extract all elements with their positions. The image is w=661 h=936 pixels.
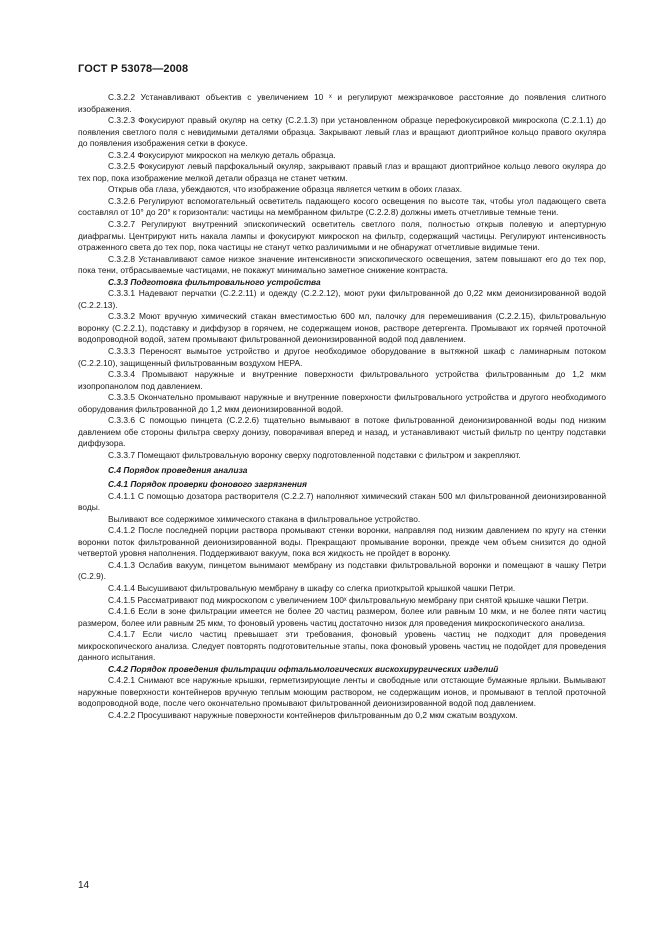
paragraph: С.3.2.2 Устанавливают объектив с увеличением 10 ˣ и регулируют межзрачковое расстояние до появления слитного изображения. [78, 92, 606, 114]
paragraph: С.3.3.4 Промывают наружные и внутренние поверхности фильтровального устройства фильтрованным до 1,2 мкм изопропанолом под давлением. [78, 369, 606, 391]
section-heading: С.4 Порядок проведения анализа [108, 464, 248, 475]
paragraph: С.4.1.4 Высушивают фильтровальную мембрану в шкафу со слегка приоткрытой крышкой чашки Петри. [108, 582, 516, 593]
paragraph: С.4.1.1 С помощью дозатора растворителя (С.2.2.7) наполняют химический стакан 500 мл фильтрованной деионизированной воды. [78, 490, 606, 513]
paragraph: С.4.1.5 Рассматривают под микроскопом с увеличением 100ˣ фильтровальную мембрану при снятой крышке чашки Петри. [108, 594, 589, 605]
page-number: 14 [78, 880, 90, 891]
paragraph: С.3.2.5 Фокусируют левый парфокальный окуляр, закрывают правый глаз и вращают диоптрийное кольцо левого окуляра до тех пор, пока изображение мелкой детали образца не станет четким. [78, 161, 606, 183]
paragraph: С.3.3.3 Переносят вымытое устройство и другое необходимое оборудование в вытяжной шкаф с ламинарным потоком (С.2.2.10), защищенный фильтрованным воздухом НЕРА. [78, 346, 606, 368]
paragraph: С.4.1.2 После последней порции раствора промывают стенки воронки, направляя под низким давлением по кругу на стенки воронки поток фильтрованной деионизированной воды. Прекращают промывание воронки, прежде чем объем снизится до одной четвертой уровня наполнения. Поддерживают вакуум, пока вся жидкость не пройдет в воронку. [78, 525, 606, 559]
section-heading: С.3.3 Подготовка фильтровального устройства [108, 276, 321, 287]
paragraph: С.3.2.7 Регулируют внутренний эпископический осветитель светлого поля, полностью открыв полевую и апертурную диафрагмы. Центрируют нить накала лампы и фокусируют микроскоп на фильтр, содержащий частицы. Регулируют интенсивность отраженного света до тех пор, пока частицы не станут четко различимыми и не обнаружат отчетливые видимые тени. [78, 219, 606, 253]
paragraph: С.3.3.7 Помещают фильтровальную воронку сверху подготовленной подставки с фильтром и закрепляют. [108, 449, 521, 460]
page-header: ГОСТ Р 53078—2008 [78, 63, 189, 75]
paragraph: С.3.3.1 Надевают перчатки (С.2.2.11) и одежду (С.2.2.12), моют руки фильтрованной до 0,22 мкм деионизированной водой (С.2.2.13). [78, 288, 606, 310]
paragraph: Выливают все содержимое химического стакана в фильтровальное устройство. [108, 513, 421, 524]
paragraph: С.4.1.3 Ослабив вакуум, пинцетом вынимают мембрану из подставки фильтровальной воронки и помещают в чашку Петри (С.2.9). [78, 559, 606, 582]
paragraph: С.4.2.2 Просушивают наружные поверхности контейнеров фильтрованным до 0,2 мкм сжатым воздухом. [108, 709, 518, 720]
paragraph: С.3.3.2 Моют вручную химический стакан вместимостью 600 мл, палочку для перемешивания (С.2.2.15), фильтровальную воронку (С.2.2.1), подставку и диффузор в горячем, не содержащем ионов, растворе детергента. Промывают их горячей проточной водопроводной водой, затем промывают фильтрованной деионизированной водой под давлением. [78, 311, 606, 345]
section-heading: С.4.2 Порядок проведения фильтрации офтальмологических вискохирургических изделий [108, 663, 499, 674]
paragraph: С.4.1.7 Если число частиц превышает эти требования, фоновый уровень частиц не подходит для проведения микроскопического анализа. Следует повторять подготовительные этапы, пока фоновый уровень частиц не подойдет для проведения данного испытания. [78, 629, 606, 663]
paragraph: С.3.2.4 Фокусируют микроскоп на мелкую деталь образца. [108, 149, 336, 160]
section-heading: С.4.1 Порядок проверки фонового загрязнения [108, 479, 307, 490]
paragraph: С.4.2.1 Снимают все наружные крышки, герметизирующие ленты и свободные или отстающие бумажные ярлыки. Вымывают наружные поверхности контейнеров вручную теплым моющим раствором, не содержащим ионов, и промывают в теплой проточной водопроводной воде, после чего окончательно промывают фильтрованной деионизированной водой под давлением. [78, 675, 606, 709]
document-body [78, 92, 606, 722]
paragraph: С.4.1.6 Если в зоне фильтрации имеется не более 20 частиц размером, более или равным 10 мкм, и не более пяти частиц размером, более или равным 25 мкм, то фоновый уровень частиц достаточно низок для проведения микроскопического анализа. [78, 606, 606, 628]
paragraph: С.3.3.6 С помощью пинцета (С.2.2.6) тщательно вымывают в потоке фильтрованной деионизированной воды под низким давлением обе стороны фильтра сверху донизу, поворачивая вперед и назад, и устанавливают чистый фильтр по центру подставки диффузора. [78, 415, 606, 449]
paragraph: С.3.2.8 Устанавливают самое низкое значение интенсивности эпископического освещения, затем повышают его до тех пор, пока тени, отбрасываемые частицами, не покажут минимально заметное снижение контраста. [78, 253, 606, 276]
paragraph: Открыв оба глаза, убеждаются, что изображение образца является четким в обоих глазах. [108, 184, 463, 195]
paragraph: С.3.2.3 Фокусируют правый окуляр на сетку (С.2.1.3) при установленном образце перефокусировкой микроскопа (С.2.1.1) до появления светлого поля с невидимыми деталями образца. Закрывают левый глаз и вращают диоптрийное кольцо правого окуляра до появления изображения сетки в фокусе. [78, 115, 606, 149]
paragraph: С.3.3.5 Окончательно промывают наружные и внутренние поверхности фильтровального устройства и другого необходимого оборудования фильтрованной до 1,2 мкм деионизированной водой. [78, 392, 606, 414]
paragraph: С.3.2.6 Регулируют вспомогательный осветитель падающего косого освещения по высоте так, чтобы угол падающего света составлял от 10° до 20° к горизонтали: частицы на мембранном фильтре (С.2.2.8) должны иметь отчетливые темные тени. [78, 195, 606, 218]
